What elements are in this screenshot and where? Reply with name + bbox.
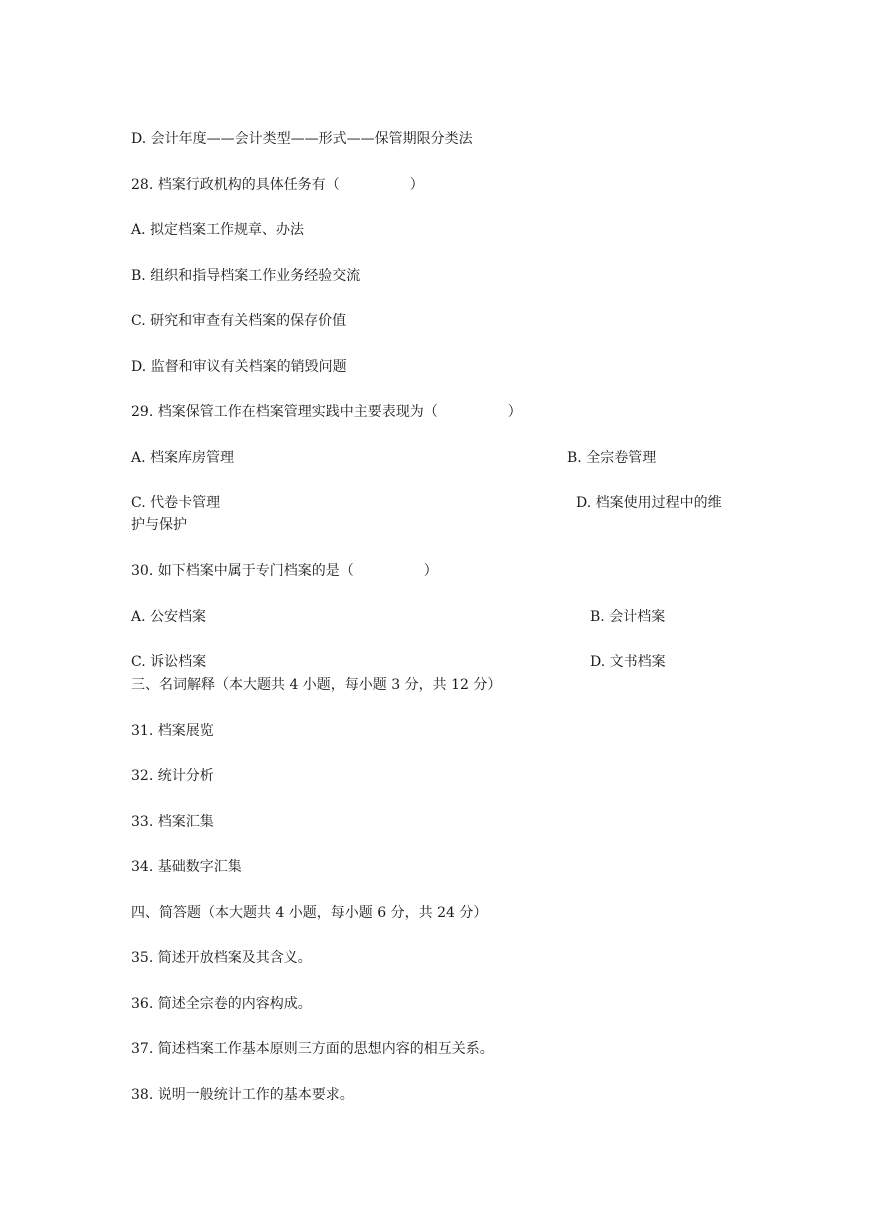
q28-option-d: D. 监督和审议有关档案的销毁问题 bbox=[131, 359, 347, 375]
q30-option-b: B. 会计档案 bbox=[590, 609, 666, 625]
q29-option-c: C. 代卷卡管理 bbox=[131, 495, 221, 511]
short-answer-item: 38. 说明一般统计工作的基本要求。 bbox=[131, 1087, 354, 1103]
q29-option-d-continued: 护与保护 bbox=[131, 517, 187, 533]
short-answer-item: 37. 简述档案工作基本原则三方面的思想内容的相互关系。 bbox=[131, 1041, 494, 1057]
q28-stem: 28. 档案行政机构的具体任务有（ ） bbox=[131, 177, 424, 193]
section-3-title: 三、名词解释（本大题共 4 小题，每小题 3 分，共 12 分） bbox=[131, 677, 502, 693]
q30-option-c: C. 诉讼档案 bbox=[131, 654, 207, 670]
term-item: 31. 档案展览 bbox=[131, 723, 214, 739]
q28-option-b: B. 组织和指导档案工作业务经验交流 bbox=[131, 268, 361, 284]
section-4-title: 四、简答题（本大题共 4 小题，每小题 6 分，共 24 分） bbox=[131, 905, 488, 921]
q28-option-a: A. 拟定档案工作规章、办法 bbox=[131, 222, 305, 238]
term-item: 34. 基础数字汇集 bbox=[131, 859, 242, 875]
q29-stem: 29. 档案保管工作在档案管理实践中主要表现为（ ） bbox=[131, 404, 522, 420]
q29-option-d: D. 档案使用过程中的维 bbox=[576, 495, 722, 511]
q29-option-a: A. 档案库房管理 bbox=[131, 450, 235, 466]
q29-option-b: B. 全宗卷管理 bbox=[567, 450, 657, 466]
term-item: 32. 统计分析 bbox=[131, 768, 214, 784]
short-answer-item: 35. 简述开放档案及其含义。 bbox=[131, 950, 312, 966]
q28-option-c: C. 研究和审查有关档案的保存价值 bbox=[131, 313, 347, 329]
q30-option-d: D. 文书档案 bbox=[590, 654, 666, 670]
term-item: 33. 档案汇集 bbox=[131, 814, 214, 830]
q30-option-a: A. 公安档案 bbox=[131, 609, 207, 625]
q27-option-d: D. 会计年度——会计类型——形式——保管期限分类法 bbox=[131, 131, 473, 147]
q30-stem: 30. 如下档案中属于专门档案的是（ ） bbox=[131, 563, 438, 579]
short-answer-item: 36. 简述全宗卷的内容构成。 bbox=[131, 996, 312, 1012]
